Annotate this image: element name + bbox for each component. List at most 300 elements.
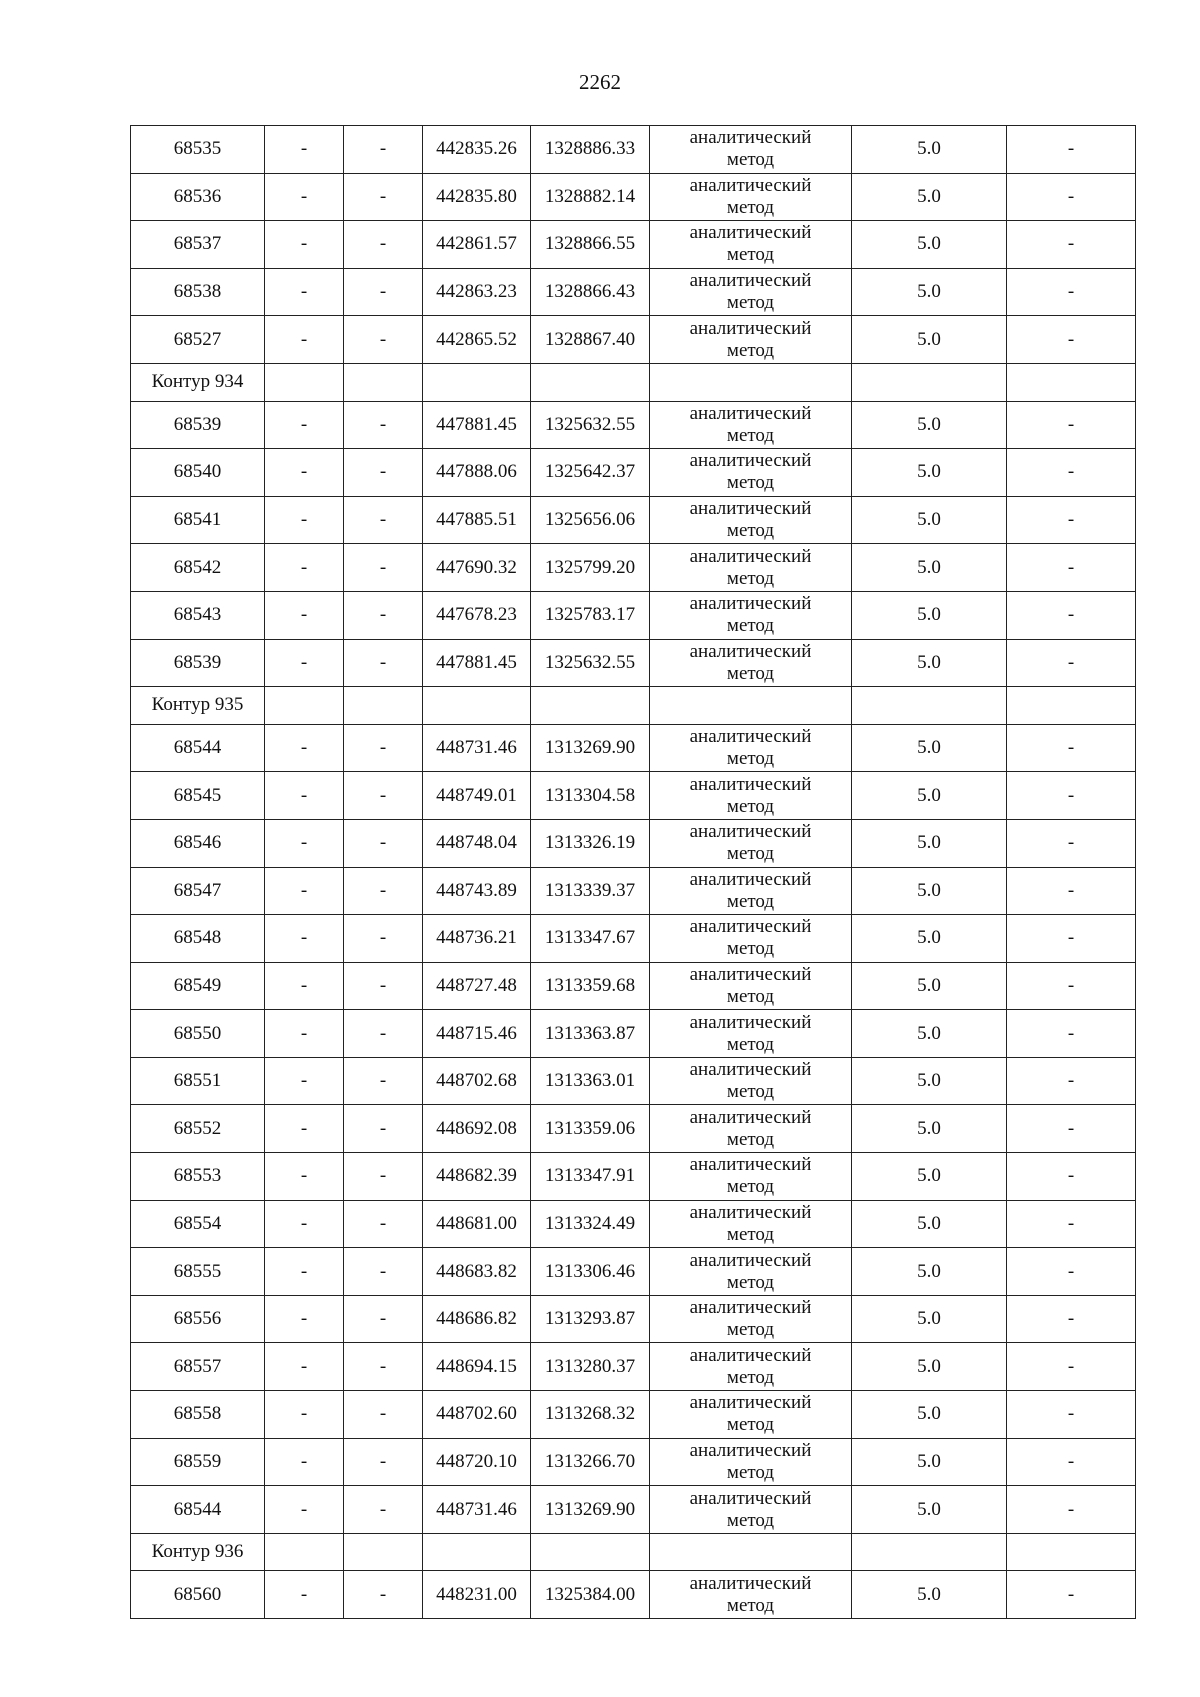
accuracy-cell: 5.0: [852, 1438, 1007, 1486]
table-row: [131, 496, 1136, 544]
dash-cell: -: [265, 316, 344, 364]
section-row: [131, 687, 1136, 725]
method-cell: [650, 496, 852, 544]
accuracy-cell: 5.0: [852, 173, 1007, 221]
y-coordinate-cell: 1325642.37: [531, 449, 650, 497]
method-line-2: метод: [726, 424, 775, 446]
method-cell: [650, 819, 852, 867]
empty-cell: [344, 363, 423, 401]
table-row: [131, 962, 1136, 1010]
x-coordinate-cell: 448731.46: [423, 724, 531, 772]
dash-cell: -: [1007, 1571, 1136, 1619]
dash-cell: -: [265, 1438, 344, 1486]
point-id-cell: 68550: [131, 1010, 265, 1058]
dash-cell: -: [265, 819, 344, 867]
method-cell: [650, 449, 852, 497]
point-id-cell: 68541: [131, 496, 265, 544]
empty-cell: [531, 363, 650, 401]
dash-cell: -: [344, 1200, 423, 1248]
x-coordinate-cell: 448702.68: [423, 1057, 531, 1105]
dash-cell: -: [1007, 1057, 1136, 1105]
method-line-1: аналитический: [689, 593, 812, 615]
point-id-cell: 68551: [131, 1057, 265, 1105]
method-line-1: аналитический: [689, 1106, 812, 1128]
table-row: [131, 591, 1136, 639]
method-line-1: аналитический: [689, 963, 812, 985]
method-line-1: аналитический: [689, 1344, 812, 1366]
dash-cell: -: [1007, 962, 1136, 1010]
x-coordinate-cell: 448749.01: [423, 772, 531, 820]
section-label: Контур 935: [131, 687, 265, 725]
dash-cell: -: [344, 867, 423, 915]
method-cell: [650, 316, 852, 364]
dash-cell: -: [344, 819, 423, 867]
empty-cell: [423, 1533, 531, 1571]
x-coordinate-cell: 448686.82: [423, 1295, 531, 1343]
x-coordinate-cell: 448715.46: [423, 1010, 531, 1058]
y-coordinate-cell: 1328866.43: [531, 268, 650, 316]
dash-cell: -: [265, 544, 344, 592]
table-row: [131, 867, 1136, 915]
dash-cell: -: [1007, 1438, 1136, 1486]
x-coordinate-cell: 448743.89: [423, 867, 531, 915]
y-coordinate-cell: 1313306.46: [531, 1248, 650, 1296]
accuracy-cell: 5.0: [852, 867, 1007, 915]
method-cell: [650, 772, 852, 820]
dash-cell: -: [344, 915, 423, 963]
dash-cell: -: [344, 1571, 423, 1619]
dash-cell: -: [344, 1343, 423, 1391]
table-row: [131, 268, 1136, 316]
point-id-cell: 68544: [131, 724, 265, 772]
section-row: [131, 1533, 1136, 1571]
method-line-1: аналитический: [689, 773, 812, 795]
accuracy-cell: 5.0: [852, 1105, 1007, 1153]
method-cell: [650, 1105, 852, 1153]
method-line-2: метод: [726, 1128, 775, 1150]
dash-cell: -: [1007, 915, 1136, 963]
accuracy-cell: 5.0: [852, 1248, 1007, 1296]
dash-cell: -: [1007, 639, 1136, 687]
x-coordinate-cell: 442861.57: [423, 221, 531, 269]
method-line-2: метод: [726, 520, 775, 542]
dash-cell: -: [265, 449, 344, 497]
dash-cell: -: [344, 401, 423, 449]
empty-cell: [531, 1533, 650, 1571]
y-coordinate-cell: 1313347.91: [531, 1153, 650, 1201]
method-line-2: метод: [726, 1176, 775, 1198]
y-coordinate-cell: 1325783.17: [531, 591, 650, 639]
empty-cell: [852, 363, 1007, 401]
table-row: [131, 639, 1136, 687]
method-line-2: метод: [726, 1366, 775, 1388]
point-id-cell: 68527: [131, 316, 265, 364]
table-row: [131, 401, 1136, 449]
dash-cell: -: [344, 591, 423, 639]
method-line-2: метод: [726, 795, 775, 817]
dash-cell: -: [1007, 268, 1136, 316]
table-row: [131, 173, 1136, 221]
dash-cell: -: [344, 724, 423, 772]
table-row: [131, 1571, 1136, 1619]
dash-cell: -: [344, 221, 423, 269]
dash-cell: -: [344, 639, 423, 687]
table-row: [131, 316, 1136, 364]
accuracy-cell: 5.0: [852, 1343, 1007, 1391]
y-coordinate-cell: 1313280.37: [531, 1343, 650, 1391]
empty-cell: [1007, 1533, 1136, 1571]
table-row: [131, 1438, 1136, 1486]
accuracy-cell: 5.0: [852, 1295, 1007, 1343]
x-coordinate-cell: 447888.06: [423, 449, 531, 497]
method-line-1: аналитический: [689, 1249, 812, 1271]
x-coordinate-cell: 442863.23: [423, 268, 531, 316]
dash-cell: -: [344, 1153, 423, 1201]
method-cell: [650, 126, 852, 174]
x-coordinate-cell: 448683.82: [423, 1248, 531, 1296]
accuracy-cell: 5.0: [852, 401, 1007, 449]
y-coordinate-cell: 1313269.90: [531, 724, 650, 772]
method-cell: [650, 962, 852, 1010]
dash-cell: -: [344, 1391, 423, 1439]
method-line-1: аналитический: [689, 498, 812, 520]
method-line-1: аналитический: [689, 174, 812, 196]
point-id-cell: 68539: [131, 639, 265, 687]
point-id-cell: 68538: [131, 268, 265, 316]
accuracy-cell: 5.0: [852, 915, 1007, 963]
dash-cell: -: [344, 1105, 423, 1153]
table-row: [131, 819, 1136, 867]
table-row: [131, 1153, 1136, 1201]
method-line-2: метод: [726, 1461, 775, 1483]
accuracy-cell: 5.0: [852, 962, 1007, 1010]
dash-cell: -: [1007, 772, 1136, 820]
method-line-1: аналитический: [689, 270, 812, 292]
method-cell: [650, 1438, 852, 1486]
method-cell: [650, 1200, 852, 1248]
point-id-cell: 68544: [131, 1486, 265, 1534]
y-coordinate-cell: 1328867.40: [531, 316, 650, 364]
point-id-cell: 68549: [131, 962, 265, 1010]
method-line-2: метод: [726, 1414, 775, 1436]
accuracy-cell: 5.0: [852, 819, 1007, 867]
x-coordinate-cell: 448727.48: [423, 962, 531, 1010]
dash-cell: -: [1007, 591, 1136, 639]
dash-cell: -: [265, 1571, 344, 1619]
x-coordinate-cell: 448692.08: [423, 1105, 531, 1153]
method-line-2: метод: [726, 244, 775, 266]
method-line-1: аналитический: [689, 1059, 812, 1081]
method-cell: [650, 1248, 852, 1296]
method-line-2: метод: [726, 1594, 775, 1616]
y-coordinate-cell: 1313347.67: [531, 915, 650, 963]
method-cell: [650, 867, 852, 915]
dash-cell: -: [344, 1486, 423, 1534]
method-line-1: аналитический: [689, 545, 812, 567]
dash-cell: -: [265, 1200, 344, 1248]
empty-cell: [265, 687, 344, 725]
method-line-2: метод: [726, 292, 775, 314]
method-cell: [650, 1010, 852, 1058]
y-coordinate-cell: 1313266.70: [531, 1438, 650, 1486]
method-line-2: метод: [726, 1081, 775, 1103]
method-line-2: метод: [726, 890, 775, 912]
dash-cell: -: [344, 496, 423, 544]
point-id-cell: 68556: [131, 1295, 265, 1343]
y-coordinate-cell: 1313293.87: [531, 1295, 650, 1343]
dash-cell: -: [265, 915, 344, 963]
table-row: [131, 1248, 1136, 1296]
method-cell: [650, 268, 852, 316]
point-id-cell: 68545: [131, 772, 265, 820]
table-body: [131, 126, 1136, 1619]
table-row: [131, 1486, 1136, 1534]
x-coordinate-cell: 442865.52: [423, 316, 531, 364]
y-coordinate-cell: 1325632.55: [531, 639, 650, 687]
accuracy-cell: 5.0: [852, 1486, 1007, 1534]
accuracy-cell: 5.0: [852, 316, 1007, 364]
table-row: [131, 1200, 1136, 1248]
dash-cell: -: [265, 1153, 344, 1201]
empty-cell: [344, 1533, 423, 1571]
table-row: [131, 1343, 1136, 1391]
dash-cell: -: [265, 1343, 344, 1391]
table-row: [131, 544, 1136, 592]
x-coordinate-cell: 442835.26: [423, 126, 531, 174]
dash-cell: -: [1007, 724, 1136, 772]
method-cell: [650, 1571, 852, 1619]
x-coordinate-cell: 447885.51: [423, 496, 531, 544]
section-label: Контур 934: [131, 363, 265, 401]
x-coordinate-cell: 448682.39: [423, 1153, 531, 1201]
empty-cell: [852, 1533, 1007, 1571]
method-line-1: аналитический: [689, 821, 812, 843]
dash-cell: -: [1007, 867, 1136, 915]
empty-cell: [1007, 687, 1136, 725]
method-line-2: метод: [726, 615, 775, 637]
empty-cell: [531, 687, 650, 725]
method-cell: [650, 639, 852, 687]
x-coordinate-cell: 448720.10: [423, 1438, 531, 1486]
method-cell: [650, 1153, 852, 1201]
x-coordinate-cell: 447881.45: [423, 401, 531, 449]
point-id-cell: 68555: [131, 1248, 265, 1296]
accuracy-cell: 5.0: [852, 1057, 1007, 1105]
method-cell: [650, 724, 852, 772]
table-row: [131, 126, 1136, 174]
point-id-cell: 68543: [131, 591, 265, 639]
method-line-2: метод: [726, 1271, 775, 1293]
table-row: [131, 724, 1136, 772]
dash-cell: -: [344, 126, 423, 174]
x-coordinate-cell: 448702.60: [423, 1391, 531, 1439]
accuracy-cell: 5.0: [852, 724, 1007, 772]
method-line-1: аналитический: [689, 222, 812, 244]
point-id-cell: 68557: [131, 1343, 265, 1391]
accuracy-cell: 5.0: [852, 639, 1007, 687]
table-row: [131, 1295, 1136, 1343]
empty-cell: [344, 687, 423, 725]
y-coordinate-cell: 1328886.33: [531, 126, 650, 174]
y-coordinate-cell: 1313326.19: [531, 819, 650, 867]
dash-cell: -: [1007, 1153, 1136, 1201]
accuracy-cell: 5.0: [852, 1010, 1007, 1058]
dash-cell: -: [1007, 126, 1136, 174]
dash-cell: -: [1007, 449, 1136, 497]
method-line-1: аналитический: [689, 1439, 812, 1461]
point-id-cell: 68540: [131, 449, 265, 497]
y-coordinate-cell: 1328866.55: [531, 221, 650, 269]
dash-cell: -: [1007, 1391, 1136, 1439]
method-cell: [650, 591, 852, 639]
empty-cell: [265, 1533, 344, 1571]
dash-cell: -: [344, 173, 423, 221]
dash-cell: -: [1007, 1343, 1136, 1391]
dash-cell: -: [265, 724, 344, 772]
dash-cell: -: [1007, 544, 1136, 592]
section-label: Контур 936: [131, 1533, 265, 1571]
point-id-cell: 68535: [131, 126, 265, 174]
method-line-2: метод: [726, 662, 775, 684]
empty-cell: [423, 363, 531, 401]
point-id-cell: 68559: [131, 1438, 265, 1486]
dash-cell: -: [1007, 819, 1136, 867]
accuracy-cell: 5.0: [852, 772, 1007, 820]
method-cell: [650, 1343, 852, 1391]
dash-cell: -: [265, 591, 344, 639]
dash-cell: -: [265, 772, 344, 820]
method-line-2: метод: [726, 1223, 775, 1245]
method-line-2: метод: [726, 472, 775, 494]
table-row: [131, 772, 1136, 820]
empty-cell: [423, 687, 531, 725]
point-id-cell: 68548: [131, 915, 265, 963]
dash-cell: -: [265, 401, 344, 449]
y-coordinate-cell: 1313268.32: [531, 1391, 650, 1439]
dash-cell: -: [265, 867, 344, 915]
point-id-cell: 68552: [131, 1105, 265, 1153]
point-id-cell: 68553: [131, 1153, 265, 1201]
empty-cell: [650, 1533, 852, 1571]
method-line-1: аналитический: [689, 1487, 812, 1509]
dash-cell: -: [1007, 173, 1136, 221]
method-line-1: аналитический: [689, 1201, 812, 1223]
accuracy-cell: 5.0: [852, 1200, 1007, 1248]
method-cell: [650, 1486, 852, 1534]
method-line-1: аналитический: [689, 916, 812, 938]
method-cell: [650, 1295, 852, 1343]
y-coordinate-cell: 1313324.49: [531, 1200, 650, 1248]
dash-cell: -: [1007, 1248, 1136, 1296]
x-coordinate-cell: 448731.46: [423, 1486, 531, 1534]
table-row: [131, 1010, 1136, 1058]
y-coordinate-cell: 1325384.00: [531, 1571, 650, 1619]
x-coordinate-cell: 447690.32: [423, 544, 531, 592]
method-line-1: аналитический: [689, 450, 812, 472]
method-line-2: метод: [726, 985, 775, 1007]
dash-cell: -: [344, 1438, 423, 1486]
accuracy-cell: 5.0: [852, 496, 1007, 544]
method-cell: [650, 173, 852, 221]
accuracy-cell: 5.0: [852, 1153, 1007, 1201]
point-id-cell: 68558: [131, 1391, 265, 1439]
method-line-2: метод: [726, 843, 775, 865]
coordinates-table: [130, 125, 1136, 1619]
method-line-1: аналитический: [689, 726, 812, 748]
dash-cell: -: [1007, 401, 1136, 449]
dash-cell: -: [265, 962, 344, 1010]
point-id-cell: 68536: [131, 173, 265, 221]
y-coordinate-cell: 1325799.20: [531, 544, 650, 592]
method-line-1: аналитический: [689, 317, 812, 339]
empty-cell: [265, 363, 344, 401]
y-coordinate-cell: 1313269.90: [531, 1486, 650, 1534]
method-line-1: аналитический: [689, 1297, 812, 1319]
dash-cell: -: [344, 1057, 423, 1105]
method-line-2: метод: [726, 149, 775, 171]
y-coordinate-cell: 1325632.55: [531, 401, 650, 449]
point-id-cell: 68539: [131, 401, 265, 449]
dash-cell: -: [265, 1057, 344, 1105]
dash-cell: -: [344, 962, 423, 1010]
accuracy-cell: 5.0: [852, 221, 1007, 269]
y-coordinate-cell: 1313359.68: [531, 962, 650, 1010]
accuracy-cell: 5.0: [852, 591, 1007, 639]
method-line-1: аналитический: [689, 1154, 812, 1176]
table-row: [131, 1105, 1136, 1153]
dash-cell: -: [1007, 221, 1136, 269]
dash-cell: -: [1007, 1486, 1136, 1534]
dash-cell: -: [344, 1295, 423, 1343]
method-cell: [650, 1391, 852, 1439]
method-line-2: метод: [726, 1033, 775, 1055]
accuracy-cell: 5.0: [852, 1571, 1007, 1619]
dash-cell: -: [265, 1010, 344, 1058]
dash-cell: -: [1007, 1200, 1136, 1248]
empty-cell: [650, 363, 852, 401]
dash-cell: -: [265, 496, 344, 544]
method-line-2: метод: [726, 567, 775, 589]
table-row: [131, 449, 1136, 497]
y-coordinate-cell: 1328882.14: [531, 173, 650, 221]
method-line-2: метод: [726, 1319, 775, 1341]
empty-cell: [650, 687, 852, 725]
dash-cell: -: [1007, 1105, 1136, 1153]
dash-cell: -: [344, 772, 423, 820]
x-coordinate-cell: 447678.23: [423, 591, 531, 639]
y-coordinate-cell: 1313359.06: [531, 1105, 650, 1153]
method-line-1: аналитический: [689, 1011, 812, 1033]
x-coordinate-cell: 448736.21: [423, 915, 531, 963]
point-id-cell: 68560: [131, 1571, 265, 1619]
dash-cell: -: [265, 1295, 344, 1343]
accuracy-cell: 5.0: [852, 126, 1007, 174]
method-cell: [650, 544, 852, 592]
y-coordinate-cell: 1313304.58: [531, 772, 650, 820]
dash-cell: -: [265, 173, 344, 221]
dash-cell: -: [344, 449, 423, 497]
dash-cell: -: [265, 221, 344, 269]
table-row: [131, 221, 1136, 269]
point-id-cell: 68547: [131, 867, 265, 915]
dash-cell: -: [1007, 1295, 1136, 1343]
dash-cell: -: [344, 316, 423, 364]
dash-cell: -: [265, 1391, 344, 1439]
x-coordinate-cell: 442835.80: [423, 173, 531, 221]
method-cell: [650, 915, 852, 963]
section-row: [131, 363, 1136, 401]
dash-cell: -: [344, 1010, 423, 1058]
